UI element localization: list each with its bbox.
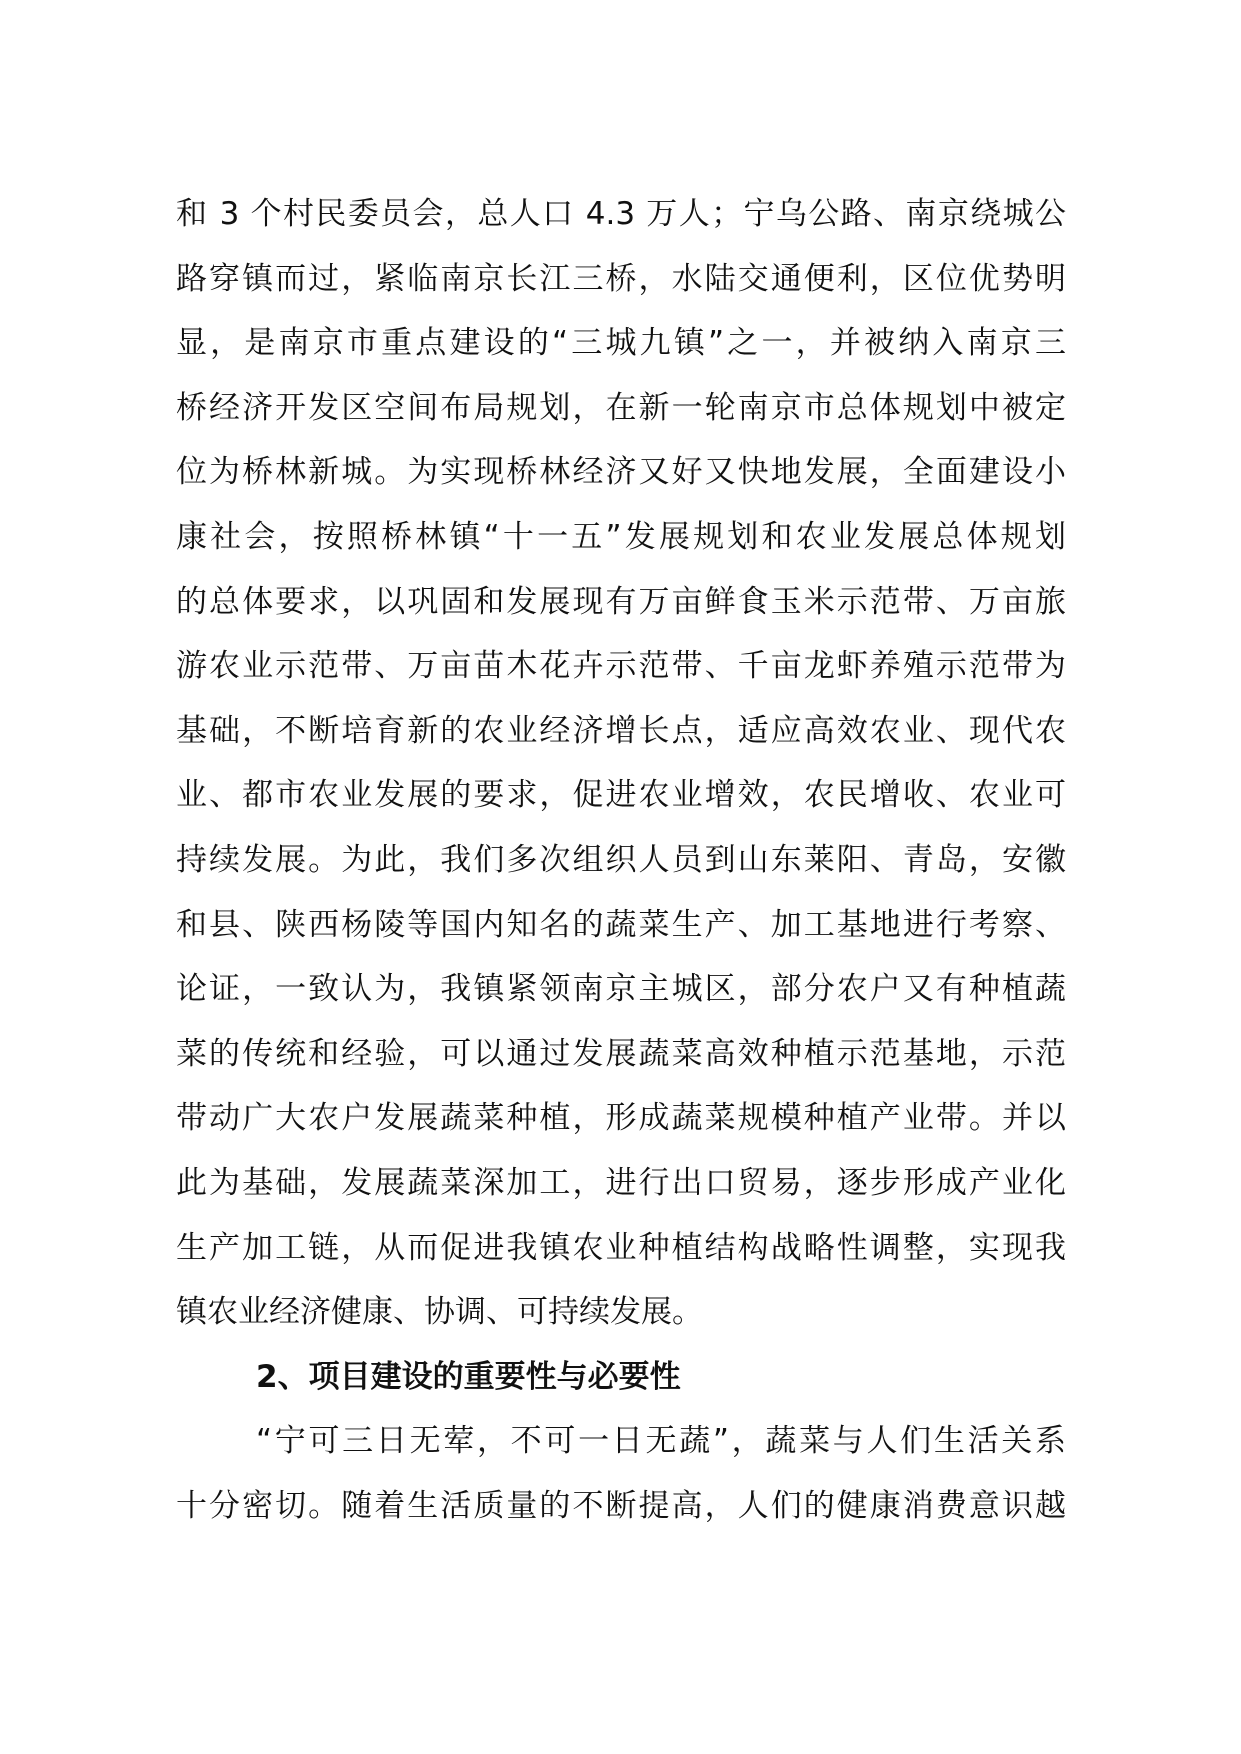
body-text-line: 业、都市农业发展的要求，促进农业增效，农民增收、农业可	[176, 777, 1066, 814]
body-text-line: 带动广大农户发展蔬菜种植，形成蔬菜规模种植产业带。并以	[176, 1100, 1066, 1137]
document-body	[176, 182, 1066, 1538]
body-text-line: 游农业示范带、万亩苗木花卉示范带、千亩龙虾养殖示范带为	[176, 648, 1066, 685]
body-text-line: 十分密切。随着生活质量的不断提高，人们的健康消费意识越	[176, 1487, 1066, 1524]
body-text-line: 和 3 个村民委员会，总人口 4.3 万人；宁乌公路、南京绕城公	[176, 196, 1066, 232]
body-text-line: 持续发展。为此，我们多次组织人员到山东莱阳、青岛，安徽	[176, 841, 1066, 878]
body-text-line: 论证，一致认为，我镇紧领南京主城区，部分农户又有种植蔬	[176, 971, 1066, 1008]
body-text-line: 生产加工链，从而促进我镇农业种植结构战略性调整，实现我	[176, 1229, 1066, 1266]
body-text-line: 镇农业经济健康、协调、可持续发展。	[176, 1294, 703, 1331]
body-text-line: 康社会，按照桥林镇“十一五”发展规划和农业发展总体规划	[176, 518, 1066, 555]
section-heading: 2、项目建设的重要性与必要性	[256, 1358, 681, 1395]
body-text-line: 显，是南京市重点建设的“三城九镇”之一，并被纳入南京三	[176, 325, 1066, 362]
body-text-line: “宁可三日无荤，不可一日无蔬”，蔬菜与人们生活关系	[256, 1423, 1066, 1460]
body-text-line: 此为基础，发展蔬菜深加工，进行出口贸易，逐步形成产业化	[176, 1164, 1066, 1201]
body-text-line: 桥经济开发区空间布局规划，在新一轮南京市总体规划中被定	[176, 389, 1066, 426]
body-text-line: 和县、陕西杨陵等国内知名的蔬菜生产、加工基地进行考察、	[176, 906, 1066, 943]
body-text-line: 位为桥林新城。为实现桥林经济又好又快地发展，全面建设小	[176, 454, 1066, 491]
body-text-line: 基础，不断培育新的农业经济增长点，适应高效农业、现代农	[176, 712, 1066, 749]
body-text-line: 的总体要求，以巩固和发展现有万亩鲜食玉米示范带、万亩旅	[176, 583, 1066, 620]
body-text-line: 路穿镇而过，紧临南京长江三桥，水陆交通便利，区位优势明	[176, 260, 1066, 297]
body-text-line: 菜的传统和经验，可以通过发展蔬菜高效种植示范基地，示范	[176, 1035, 1066, 1072]
